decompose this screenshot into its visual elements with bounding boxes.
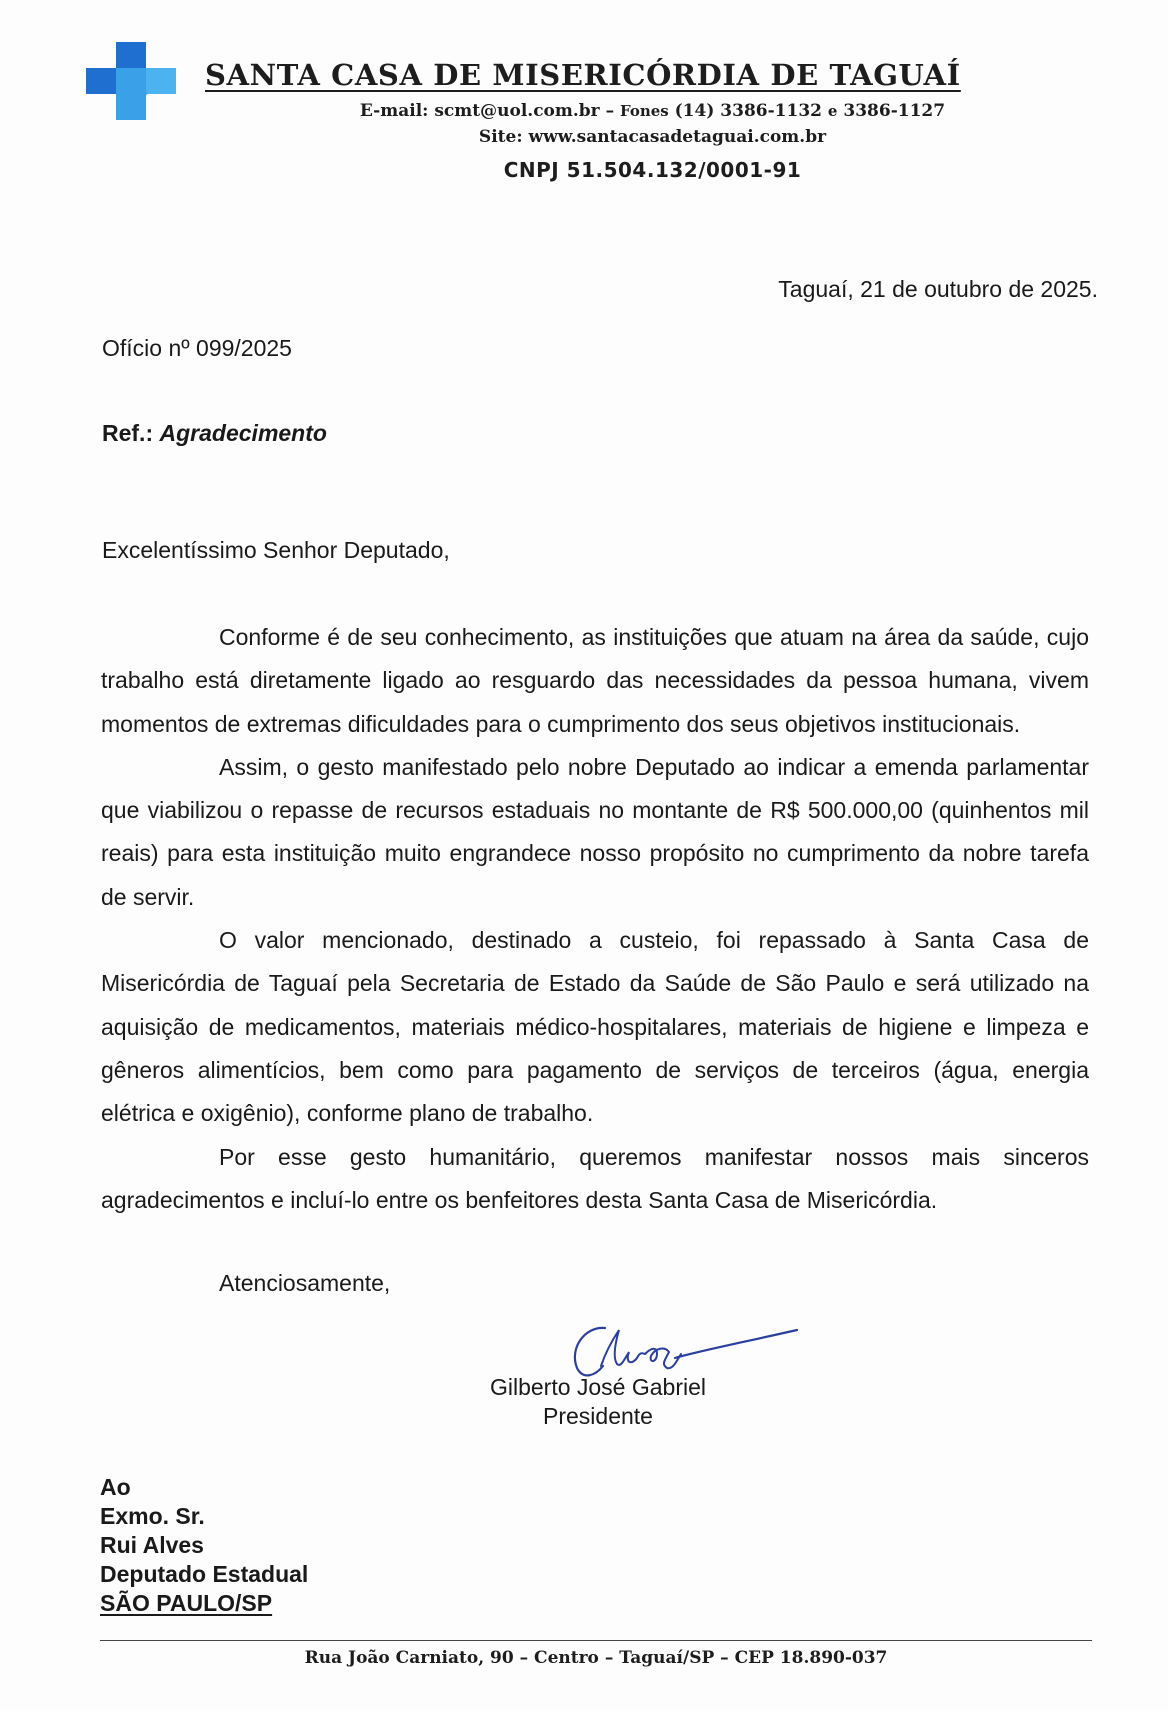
- body-paragraph-1: Conforme é de seu conhecimento, as instituições que atuam na área da saúde, cujo trabalho está diretamente ligado ao resguardo das necessidades da pessoa humana, vivem momentos de extremas dificuldades para o cumprimento dos seus objetivos institucionais.: [101, 624, 1089, 737]
- phones-label: Fones: [619, 102, 669, 120]
- recipient-line-4: Deputado Estadual: [100, 1561, 309, 1587]
- letter-body: [101, 616, 1089, 1222]
- contact-site: [205, 127, 1100, 147]
- reference-line: [102, 420, 327, 447]
- letter-date: Taguaí, 21 de outubro de 2025.: [778, 276, 1098, 302]
- recipient-line-3: Rui Alves: [100, 1532, 204, 1558]
- body-paragraph-3: O valor mencionado, destinado a custeio, foi repassado à Santa Casa de Misericórdia de Taguaí pela Secretaria de Estado da Saúde de São Paulo e será utilizado na aquisição de medicamentos, materiais médico-hospitalares, materiais de higiene e limpeza e gêneros alimentícios, bem como para pagamento de serviços de terceiros (água, energia elétrica e oxigênio), conforme plano de trabalho.: [101, 927, 1089, 1127]
- site-label: Site:: [478, 127, 523, 147]
- signature-underline-stroke: [675, 1330, 797, 1358]
- body-paragraph-2: Assim, o gesto manifestado pelo nobre Deputado ao indicar a emenda parlamentar que viabilizou o repasse de recursos estaduais no montante de R$ 500.000,00 (quinhentos mil reais) para esta instituição muito engrandece nosso propósito no cumprimento da nobre tarefa de servir.: [101, 753, 1089, 910]
- footer-divider: [100, 1640, 1092, 1641]
- signer-role: Presidente: [543, 1403, 653, 1429]
- cnpj: CNPJ 51.504.132/0001-91: [503, 158, 802, 182]
- footer-address: Rua João Carniato, 90 – Centro – Taguaí/SP – CEP 18.890-037: [304, 1648, 888, 1668]
- email-label: E-mail:: [359, 101, 429, 121]
- email-address[interactable]: scmt@uol.com.br: [434, 101, 600, 121]
- signature-stroke-2: [601, 1330, 645, 1366]
- recipient-block: [100, 1473, 308, 1618]
- closing: Atenciosamente,: [219, 1270, 391, 1296]
- phone-number-2: 3386-1127: [843, 101, 946, 121]
- contact-separator: –: [605, 101, 615, 121]
- office-number: Ofício nº 099/2025: [102, 335, 292, 361]
- site-url[interactable]: www.santacasadetaguai.com.br: [528, 127, 827, 147]
- cross-logo-icon: [86, 42, 176, 120]
- phone-number-1: (14) 3386-1132: [674, 101, 822, 121]
- logo-cross-left: [86, 68, 116, 94]
- phones-joiner: e: [827, 102, 838, 120]
- recipient-line-5: SÃO PAULO/SP: [100, 1590, 273, 1616]
- recipient-line-1: Ao: [100, 1474, 131, 1500]
- signer-name: Gilberto José Gabriel: [489, 1374, 707, 1400]
- signature-stroke-1: [575, 1328, 605, 1376]
- contact-email-phones: [205, 101, 1100, 121]
- logo-cross-top: [116, 42, 146, 68]
- salutation: Excelentíssimo Senhor Deputado,: [102, 537, 450, 563]
- body-paragraph-4: Por esse gesto humanitário, queremos manifestar nossos mais sinceros agradecimentos e incluí-lo entre os benfeitores desta Santa Casa de Misericórdia.: [101, 1143, 1089, 1213]
- recipient-line-2: Exmo. Sr.: [100, 1503, 205, 1529]
- reference-label: Ref.:: [102, 420, 154, 446]
- organization-name: SANTA CASA DE MISERICÓRDIA DE TAGUAÍ: [205, 58, 961, 92]
- reference-subject: Agradecimento: [159, 420, 327, 446]
- logo-cross-arm: [146, 68, 176, 94]
